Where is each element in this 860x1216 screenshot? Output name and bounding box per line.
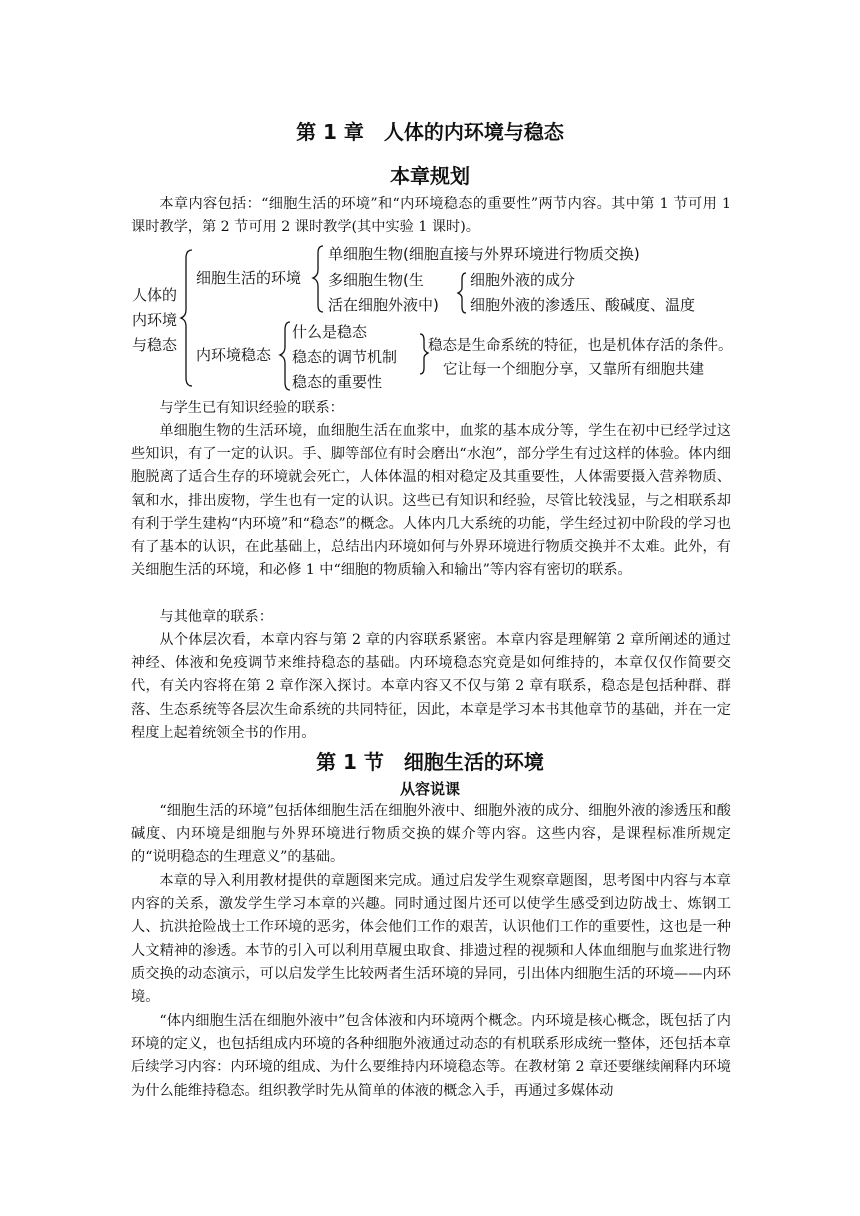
root-line-3: 与稳态 [132,336,178,354]
branch2-item-what: 什么是稳态 [292,323,368,341]
branch1-sub-components: 细胞外液的成分 [470,271,576,289]
section-title: 第 1 节 细胞生活的环境 [316,750,544,774]
branch1-sub-properties: 细胞外液的渗透压、酸碱度、温度 [470,296,696,314]
section-paragraph-3: “体内细胞生活在细胞外液中”包含体液和内环境两个概念。内环境是核心概念，既包括了内环境的定义，也包括组成内环境的各种细胞外液通过动态的有机联系形成统一整体，还包括本章后续学习内容：内环境的组成、为什么要维持内环境稳态等。在教材第 2 章还要继续阐释内环境为什么能维持稳态。组织教学时先从简单的体液的概念入手，再通过多媒体动 [131,1013,731,1099]
branch1-label: 细胞生活的环境 [196,269,302,287]
branch2-label: 内环境稳态 [196,346,272,364]
link2-paragraph: 从个体层次看，本章内容与第 2 章的内容联系紧密。本章内容是理解第 2 章所阐述的通过神经、体液和免疫调节来维持稳态的基础。内环境稳态究竟是如何维持的，本章仅仅作简要交代，有关内容将在第 2 章作深入探讨。本章内容又不仅与第 2 章有联系，稳态是包括种群、群落、生态系统等各层次生命系统的共同特征，因此，本章是学习本书其他章节的基础，并在一定程度上起着统领全书的作用。 [131,632,731,741]
branch1-item-multicellular-1: 多细胞生物(生 [328,271,424,289]
branch2-item-importance: 稳态的重要性 [292,373,383,391]
root-line-1: 人体的 [132,286,178,304]
section-paragraph-2: 本章的导入利用教材提供的章题图来完成。通过启发学生观察章题图，思考图中内容与本章内容的关系，激发学生学习本章的兴趣。同时通过图片还可以使学生感受到边防战士、炼钢工人、抗洪抢险战士工作环境的恶劣，体会他们工作的艰苦，认识他们工作的重要性，这也是一种人文精神的渗透。本节的引入可以利用草履虫取食、排遗过程的视频和人体血细胞与血浆进行物质交换的动态演示，可以启发学生比较两者生活环境的异同，引出体内细胞生活的环境——内环境。 [131,873,731,1006]
branch1-item-multicellular-2: 活在细胞外液中) [328,296,439,314]
root-line-2: 内环境 [132,311,178,329]
branch1-item-unicellular: 单细胞生物(细胞直接与外界环境进行物质交换) [328,245,640,263]
link1-heading: 与学生已有知识经验的联系： [159,400,344,416]
section-subtitle: 从容说课 [399,780,460,798]
branch2-item-mechanism: 稳态的调节机制 [292,348,398,366]
branch2-note-1: 稳态是生命系统的特征，也是机体存活的条件。 [428,338,733,354]
link2-heading: 与其他章的联系： [159,609,273,625]
branch2-note-2: 它让每一个细胞分享，又靠所有细胞共建 [443,362,704,378]
link1-paragraph: 单细胞生物的生活环境，血细胞生活在血浆中，血浆的基本成分等，学生在初中已经学过这些知识，有了一定的认识。手、脚等部位有时会磨出“水泡”，部分学生有过这样的体验。体内细胞脱离了适合生存的环境就会死亡，人体体温的相对稳定及其重要性，人体需要摄入营养物质、氧和水，排出废物，学生也有一定的认识。这些已有知识和经验，尽管比较浅显，与之相联系却有利于学生建构“内环境”和“稳态”的概念。人体内几大系统的功能，学生经过初中阶段的学习也有了基本的认识，在此基础上，总结出内环境如何与外界环境进行物质交换并不太难。此外，有关细胞生活的环境，和必修 1 中“细胞的物质输入和输出”等内容有密切的联系。 [131,423,731,579]
planning-title: 本章规划 [390,164,470,188]
section-paragraph-1: “细胞生活的环境”包括体细胞生活在细胞外液中、细胞外液的成分、细胞外液的渗透压和酸碱度、内环境是细胞与外界环境进行物质交换的媒介等内容。这些内容，是课程标准所规定的“说明稳态的生理意义”的基础。 [131,803,731,866]
intro-paragraph: 本章内容包括：“细胞生活的环境”和“内环境稳态的重要性”两节内容。其中第 1 节可用 1 课时教学，第 2 节可用 2 课时教学(其中实验 1 课时)。 [131,196,731,236]
chapter-title: 第 1 章 人体的内环境与稳态 [296,120,564,144]
